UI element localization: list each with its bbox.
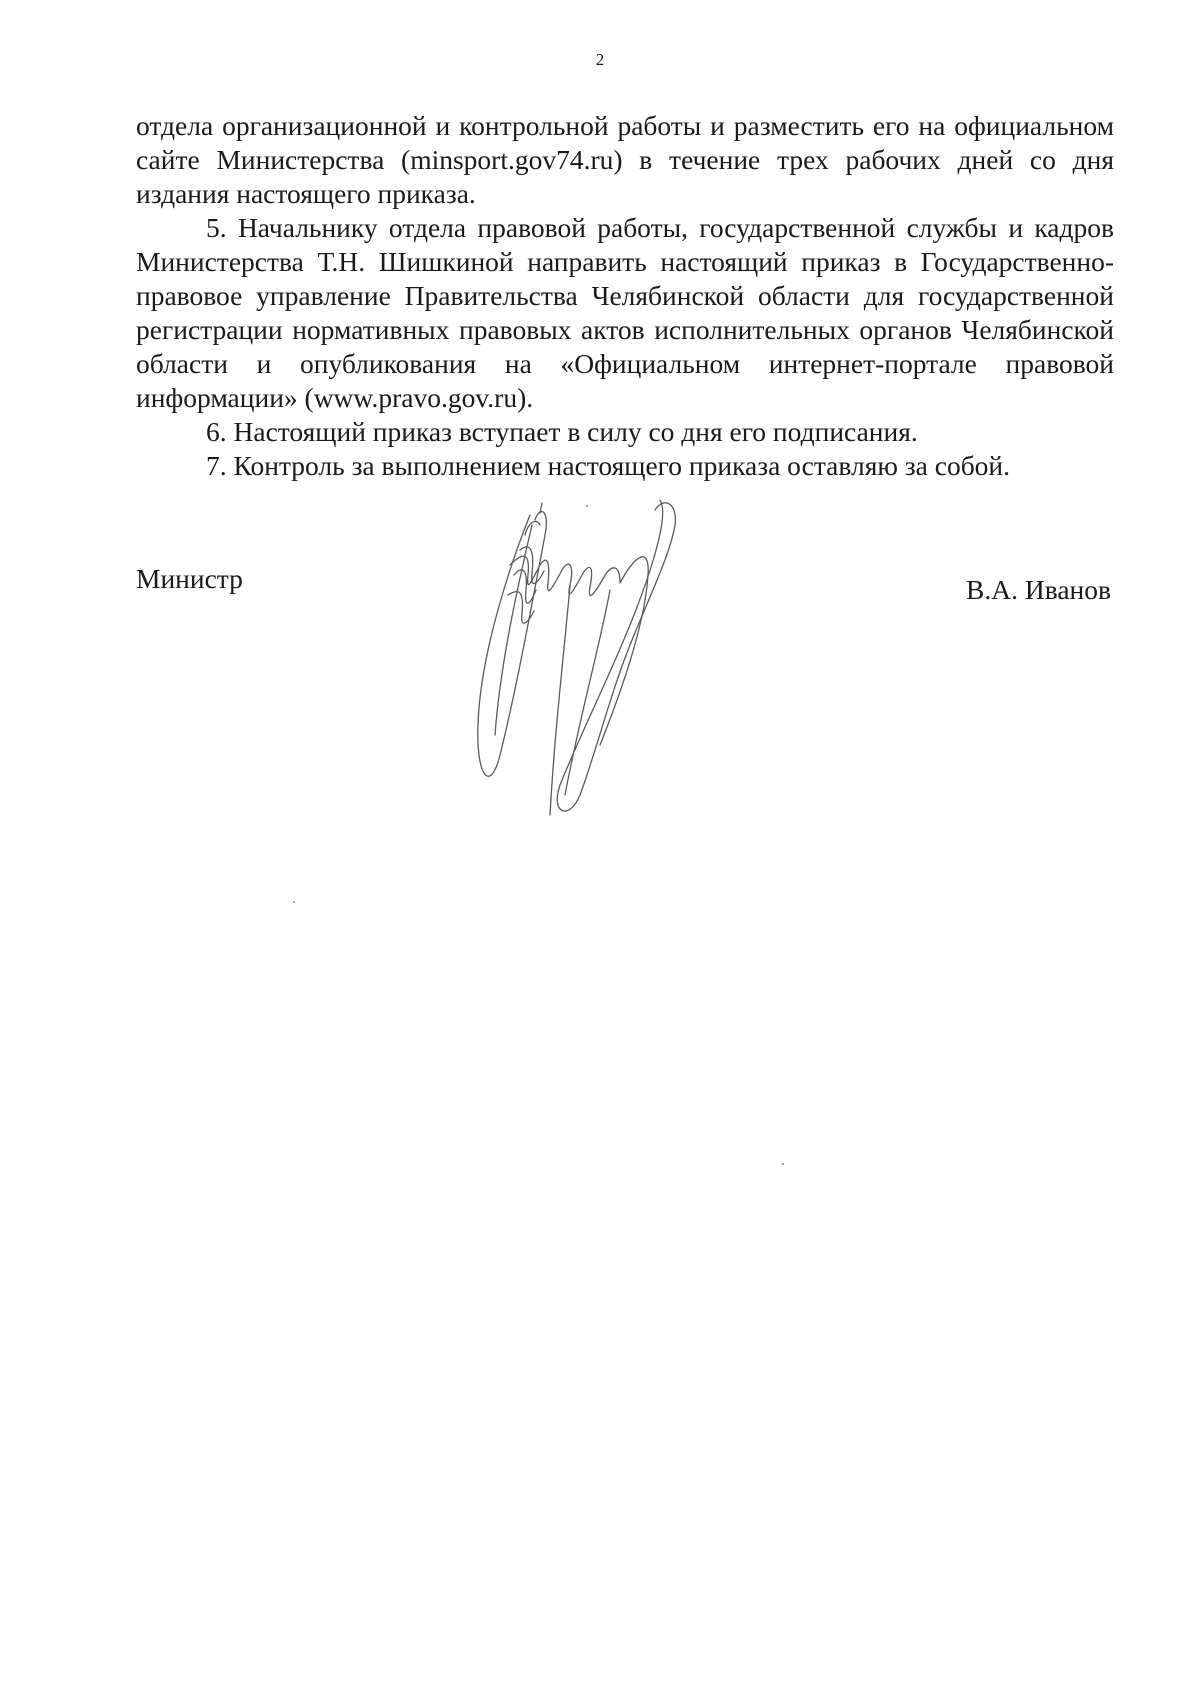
paragraph-item-6: 6. Настоящий приказ вступает в силу со дня его подписания.: [206, 416, 918, 447]
signatory-name: В.А. Иванов: [966, 574, 1111, 605]
signatory-position: Министр: [136, 563, 243, 594]
paragraph-item-5: 5. Начальнику отдела правовой работы, государственной службы и кадров Министерства Т.Н. Шишкиной направить настоящий приказ в Государственно-правовое управление Правительства Челябинской области для государственной регистрации нормативных правовых актов исполнительных органов Челябинской области и опубликования на «Официальном интернет-портале правовой информации» (www.pravo.gov.ru).: [136, 212, 1114, 413]
document-body: [136, 109, 1114, 483]
scan-speck: [586, 505, 588, 507]
scan-speck: [782, 1163, 784, 1165]
paragraph-continuation: отдела организационной и контрольной работы и разместить его на официальном сайте Министерства (minsport.gov74.ru) в течение трех рабочих дней со дня издания настоящего приказа.: [136, 110, 1114, 209]
scan-speck: [293, 901, 295, 903]
handwritten-signature: [470, 495, 750, 825]
paragraph-item-7: 7. Контроль за выполнением настоящего приказа оставляю за собой.: [206, 450, 1011, 481]
page-number: 2: [595, 50, 605, 69]
